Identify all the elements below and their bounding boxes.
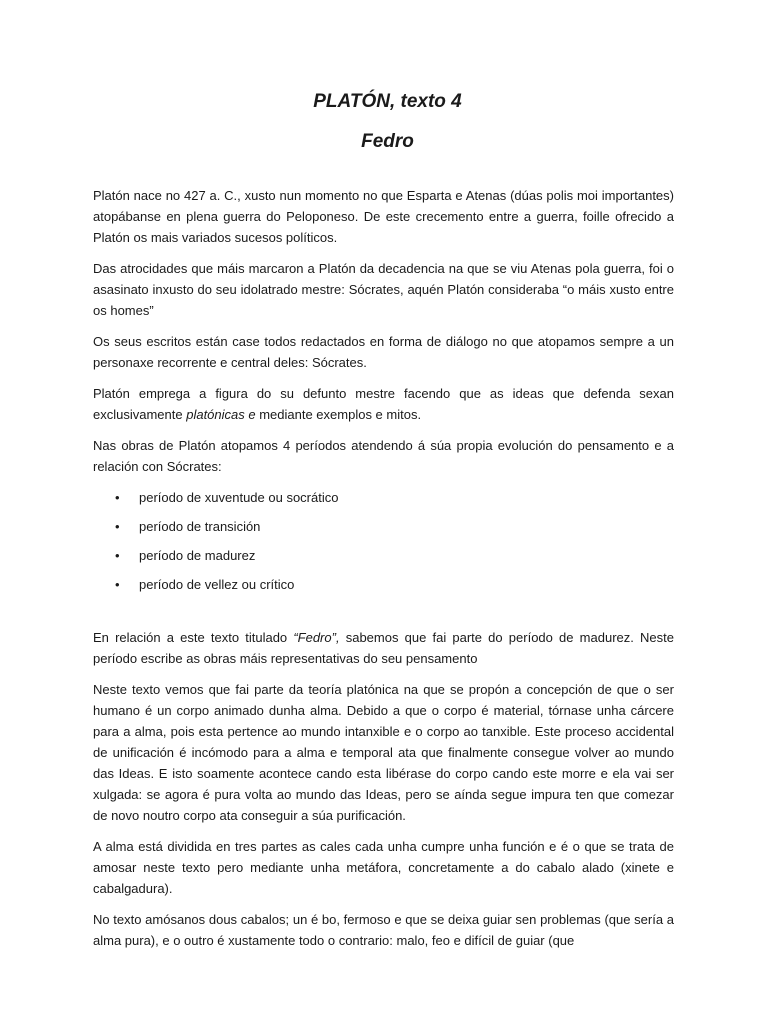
list-item-text: período de xuventude ou socrático: [139, 490, 339, 505]
paragraph-6-part-b: sabemos que fai parte do período de madurez. Neste período escribe as obras máis representativas do seu pensamento: [93, 630, 674, 666]
periods-list: [93, 487, 674, 595]
document-page: [93, 88, 674, 961]
list-item: [93, 516, 674, 537]
list-item: [93, 487, 674, 508]
paragraph-6: [93, 627, 674, 669]
paragraph-9: No texto amósanos dous cabalos; un é bo, fermoso e que se deixa guiar sen problemas (que sería a alma pura), e o outro é xustamente todo o contrario: malo, feo e difícil de guiar (que: [93, 912, 674, 948]
bullet-icon: •: [115, 490, 120, 505]
paragraph-2: Das atrocidades que máis marcaron a Platón da decadencia na que se viu Atenas pola guerra, foi o asasinato inxusto do seu idolatrado mestre: Sócrates, aquén Platón consideraba “o máis xusto entre os homes”: [93, 261, 674, 318]
paragraph-4-emphasis: platónicas e: [186, 407, 256, 422]
paragraph-7: Neste texto vemos que fai parte da teoría platónica na que se propón a concepción de que o ser humano é un corpo animado dunha alma. Debido a que o corpo é material, tórnase unha cárcere para a alma, pois esta pertence ao mundo intanxible e o corpo ao tanxible. Este proceso accidental de unificación é incómodo para a alma e temporal ata que finalmente consegue volver ao mundo das Ideas. E isto soamente acontece cando esta libérase do corpo cando este morre e ela vai ser xulgada: se agora é pura volta ao mundo das Ideas, pero se aínda segue impura ten que comezar de novo noutro corpo ata conseguir a súa purificación.: [93, 682, 674, 823]
paragraph-5: Nas obras de Platón atopamos 4 períodos atendendo á súa propia evolución do pensamento e a relación con Sócrates:: [93, 438, 674, 474]
list-item-text: período de madurez: [139, 548, 256, 563]
paragraph-4-part-b: mediante exemplos e mitos.: [255, 407, 422, 422]
list-item: [93, 545, 674, 566]
paragraph-4-part-a: Platón emprega a figura do su defunto mestre facendo que as ideas que defenda sexan exclusivamente: [93, 386, 674, 422]
list-item-text: período de vellez ou crítico: [139, 577, 295, 592]
spacer: [93, 603, 674, 627]
paragraph-4: [93, 383, 674, 425]
list-item: [93, 574, 674, 595]
paragraph-1: Platón nace no 427 a. C., xusto nun momento no que Esparta e Atenas (dúas polis moi importantes) atopábanse en plena guerra do Peloponeso. De este crecemento entre a guerra, foille ofrecido a Platón os mais variados sucesos políticos.: [93, 188, 674, 245]
paragraph-6-emphasis: “Fedro”,: [293, 630, 340, 645]
document-subtitle: Fedro: [361, 131, 414, 152]
bullet-icon: •: [115, 548, 120, 563]
paragraph-8: A alma está dividida en tres partes as cales cada unha cumpre unha función e é o que se trata de amosar neste texto pero mediante unha metáfora, concretamente a do cabalo alado (xinete e cabalgadura).: [93, 839, 674, 896]
paragraph-6-part-a: En relación a este texto titulado: [93, 630, 294, 645]
bullet-icon: •: [115, 577, 120, 592]
list-item-text: período de transición: [139, 519, 261, 534]
bullet-icon: •: [115, 519, 120, 534]
document-title: PLATÓN, texto 4: [313, 91, 462, 112]
paragraph-3: Os seus escritos están case todos redactados en forma de diálogo no que atopamos sempre a un personaxe recorrente e central deles: Sócrates.: [93, 334, 674, 370]
